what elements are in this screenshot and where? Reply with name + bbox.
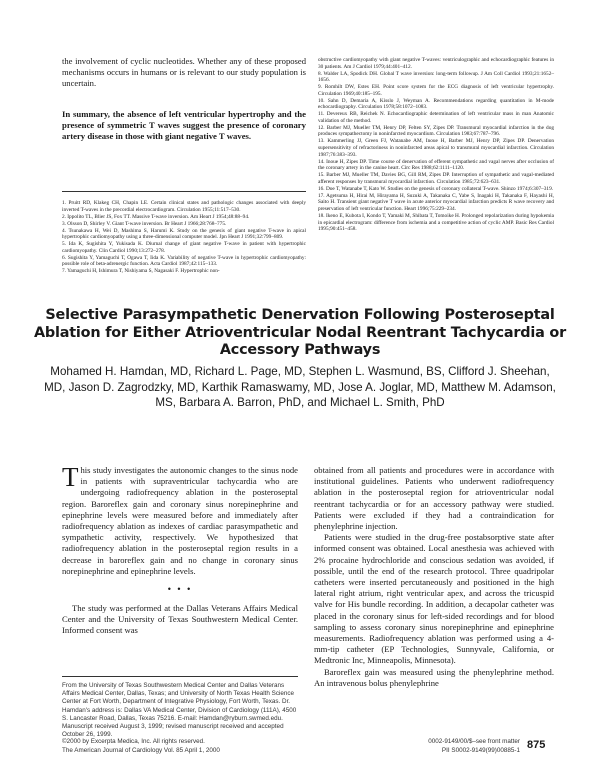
page-number: 875 — [527, 739, 546, 751]
issn-line: 0002-9149/00/$–see front matter — [428, 738, 520, 745]
footer-right — [400, 738, 520, 755]
reference-list-left — [62, 200, 306, 275]
reference-item: 13. Kammerling JJ, Green FJ, Watanabe AM, Inoue H, Barber MJ, Henry DP, Zipes DP. Denervation supersensitivity of refractoriness in noninfarcted areas apical to transmural myocardial infarction. Circulation 1987;76:383–393. — [318, 138, 554, 158]
summary-paragraph: In summary, the absence of left ventricular hypertrophy and the presence of symmetric T waves suggest the presence of coronary artery disease in those with giant negative T waves. — [62, 108, 306, 142]
body-paragraph: Patients were studied in the drug-free postabsorptive state after informed consent was obtained. Local anesthesia was achieved with 2% procaine hydrochloride and conscious sedation was avoided, if possible, until the end of the research protocol. Three quadripolar catheters were inserted percutaneously and positioned in the high lateral right atrium, right ventricular apex, and across the tricuspid valve for His bundle recording. In addition, a decapolar catheter was placed in the coronary sinus for left-sided recordings and for blood sampling to assess coronary sinus norepinephrine and epinephrine measurements. Radiofrequency ablation was performed using a 4-mm-tip catheter (EP Technologies, Sunnyvale, California, or Medtronic Inc, Minneapolis, Minnesota). — [314, 532, 554, 666]
body-right-column — [314, 465, 554, 689]
body-paragraph: obtained from all patients and procedures were in accordance with institutional guidelines. Patients who underwent radiofrequency ablation in the posteroseptal region for atrioventricular nodal reentrant tachycardia or for an accessory pathway were studied. Patients were excluded if they had a contraindication for phenylephrine injection. — [314, 465, 554, 532]
drop-cap: T — [62, 462, 79, 492]
reference-list-right — [318, 57, 554, 233]
reference-item: 7. Yamaguchi H, Ishimura T, Nishiyama S, Nagasaki F. Hypertrophic non- — [62, 268, 220, 275]
body-paragraph: Baroreflex gain was measured using the phenylephrine method. An intravenous bolus phenylephrine — [314, 666, 554, 688]
journal-line: The American Journal of Cardiology Vol. 85 April 1, 2000 — [62, 746, 220, 754]
references-divider — [62, 191, 306, 192]
section-separator: • • • — [167, 584, 193, 595]
copyright-line: ©2000 by Excerpta Medica, Inc. All rights reserved. — [62, 738, 205, 745]
reference-item: 2. Ippolito TL, Blier JS, Fox TT. Massive T-wave inversion. Am Heart J 1954;48:88–94. — [62, 213, 250, 220]
body-paragraph: The study was performed at the Dallas Veterans Affairs Medical Center and the University of Texas Southwestern Medical Center. Informed consent was — [62, 603, 298, 636]
reference-item: 18. Ikeno E, Kubota I, Kondo T, Yamaki M, Shibata T, Tomoike H. Prolonged repolarization during hypokemia in epicardial electrogram: difference from ischemia and a competitive action of cyclic AMP. Basic Res Cardiol 1995;90:451–458. — [318, 212, 554, 233]
reference-item: 6. Sugishita Y, Yamaguchi T, Ogawa T, Iida K. Variability of negative T-wave in hypertrophic cardiomyopathy: possible role of beta-adrenergic function. Acta Cardiol 1987;42:115–133. — [62, 254, 306, 268]
affiliation-note: From the University of Texas Southwestern Medical Center and Dallas Veterans Affairs Medical Center, Dallas, Texas; and University of North Texas Health Science Center at Fort Worth, Department of Integrative Physiology, Fort Worth, Texas. Dr. Hamdan's address is: Dallas VA Medical Center, Division of Cardiology (111A), 4500 S. Lancaster Road, Dallas, Texas 75216. E-mail: Hamdan@ryburn.swmed.edu. Manuscript received August 3, 1999; revised manuscript received and accepted October 26, 1999. — [62, 682, 297, 739]
abstract-paragraph — [62, 462, 298, 577]
reference-item: 11. Devereux RB, Reichek N. Echocardiographic determination of left ventricular mass in man Anatomic validation of the method. — [318, 111, 554, 124]
article-title: Selective Parasympathetic Denervation Following Posteroseptal Ablation for Either Atrioventricular Nodal Reentrant Tachycardia or Accessory Pathways — [33, 307, 567, 358]
continuation-paragraph: the involvement of cyclic nucleotides. Whether any of these proposed mechanisms occurs in humans or is relevant to our study population is uncertain. — [62, 56, 306, 89]
reference-item: 3. Olsson D, Shirley V. Giant T-wave inversion. Br Heart J 1966;28:768–775. — [62, 220, 227, 227]
body-left-column — [62, 462, 298, 637]
reference-item: 16. Doe T, Watanabe T, Kato W. Studies on the genesis of coronary collateral T-wave. Shinzo 1974;6:307–319. — [318, 185, 554, 192]
reference-item: 12. Barber MJ, Mueller TM, Henry DP, Felten SY, Zipes DP. Transmural myocardial infarction in the dog produces sympathectomy in noninfarcted myocardium. Circulation 1983;67:787–796. — [318, 124, 554, 138]
reference-item: 15. Barber MJ, Mueller TM, Davies BG, Gill RM, Zipes DP. Interruption of sympathetic and vagal-mediated afferent responses by transmural myocardial infarction. Circulation 1985;72:623–631. — [318, 172, 554, 185]
pii-line: PII S0002-9149(99)00885-1 — [441, 746, 520, 754]
reference-item: obstructive cardiomyopathy with giant negative T-waves: ventriculographic and echocardiographic features in 30 patients. Am J Cardiol 1979;44:401–412. — [318, 57, 554, 70]
reference-item: 9. Romhilt DW, Estes EH. Point score system for the ECG diagnosis of left ventricular hypertrophy. Circulation 1969;40:185–195. — [318, 84, 554, 97]
reference-item: 4. Tsunakawa H, Wei D, Mashima S, Harumi K. Study on the genesis of giant negative T-wave in apical hypertrophic cardiomyopathy using a three-dimensional computer model. Jpn Heart J 1991;32:799–809. — [62, 227, 306, 241]
reference-item: 10. Sahn D, Demaria A, Kisslo J, Weyman A. Recommendations regarding quantitation in M-mode echocardiography. Circulation 1978;58:1072–1083. — [318, 97, 554, 111]
article-authors: Mohamed H. Hamdan, MD, Richard L. Page, MD, Stephen L. Wasmund, BS, Clifford J. Sheehan, MD, Jason D. Zagrodzky, MD, Karthik Ramaswamy, MD, Jose A. Joglar, MD, Matthew M. Adamson, MS, Barbara A. Barron, PhD, and Michael L. Smith, PhD — [44, 365, 556, 410]
reference-item: 1. Pruitt RD, Klakeg CH, Chapin LE. Certain clinical states and pathologic changes associated with deeply inverted T-waves in the precordial electrocardiogram. Circulation 1955;11:517–530. — [62, 200, 306, 213]
affiliation-divider — [62, 676, 298, 677]
reference-item: 8. Walder LA, Spodick DH. Global T wave inversion: long-term followup. J Am Coll Cardiol 1993;21:1652–1656. — [318, 70, 554, 84]
reference-item: 5. Ida K, Sugishita Y, Yukisada K. Diurnal change of giant negative T-wave in patient with hypertrophic cardiomyopathy. Clin Cardiol 1990;13:272–278. — [62, 241, 306, 254]
abstract-text: his study investigates the autonomic changes to the sinus node in patients with supraventricular tachycardia who are undergoing radiofrequency ablation in the posteroseptal region. Baroreflex gain and coronary sinus norepinephrine and epinephrine levels were measured before and immediately after radiofrequency ablation as indexes of cardiac parasympathetic and sympathetic activity, respectively. We hypothesized that radiofrequency ablation in the posteroseptal region results in a decrease in baroreflex gain and no change in coronary sinus norepinephrine and epinephrine levels. — [62, 465, 298, 576]
reference-item: 17. Agetsuma H, Hirai M, Hirayama H, Suzuki A, Takanaka C, Yabe S, Inagaki H, Takanaka F, Hayashi H, Saito H. Transient giant negative T wave in acute anterior myocardial infarction predicts R wave recovery and preservation of left ventricular function. Heart 1996;75:229–234. — [318, 192, 554, 212]
top-left-column — [62, 56, 306, 275]
reference-item: 14. Inoue H, Zipes DP. Time course of denervation of efferent sympathetic and vagal nerves after occlusion of the coronary artery in the canine heart. Circ Res 1988;62:1111–1120. — [318, 158, 554, 172]
footer-left — [62, 738, 322, 755]
